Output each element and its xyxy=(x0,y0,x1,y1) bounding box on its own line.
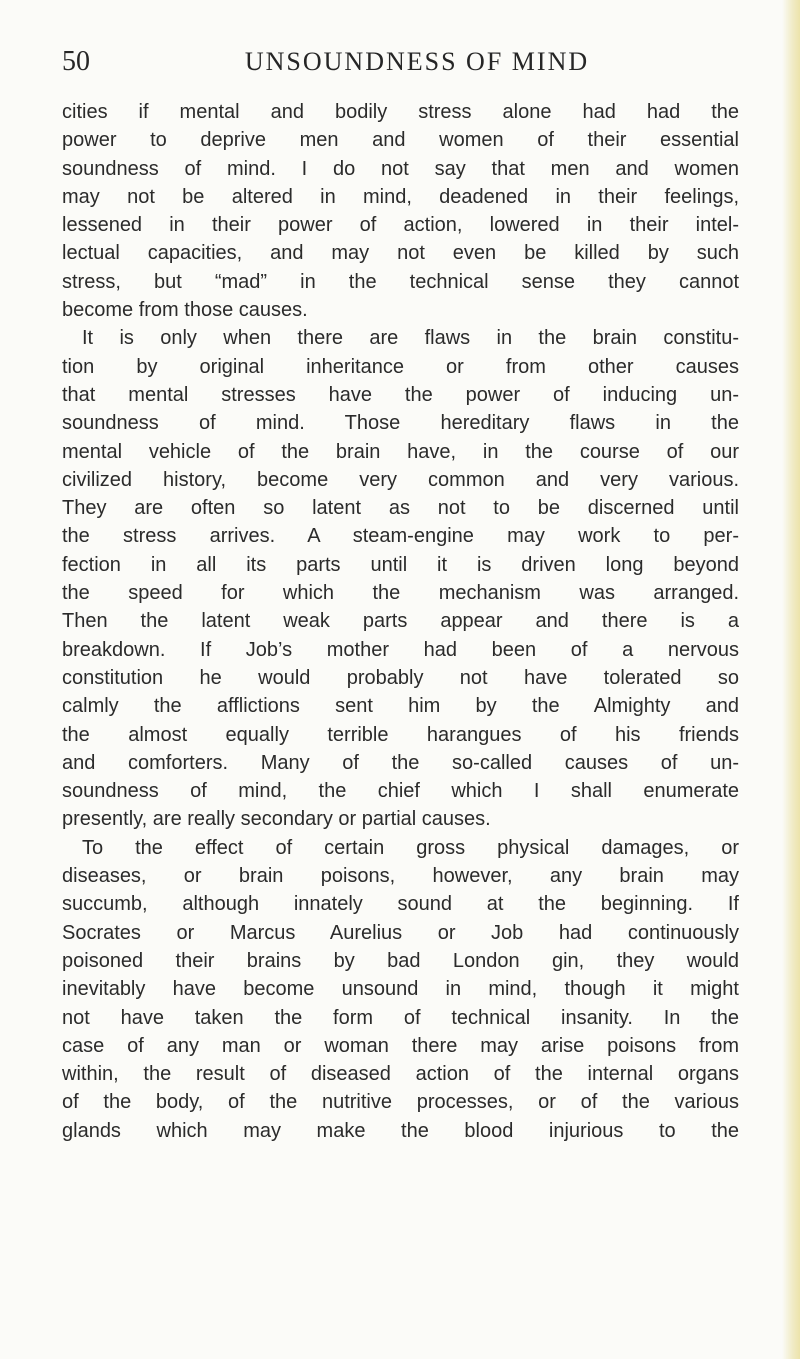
text-line: lectual capacities, and may not even be killed by such xyxy=(62,242,739,265)
text-line: and comforters. Many of the so-called causes of un- xyxy=(62,751,739,774)
text-line: stress, but “mad” in the technical sense they cannot xyxy=(62,270,739,293)
text-line: within, the result of diseased action of the internal organs xyxy=(62,1063,739,1086)
page-number: 50 xyxy=(62,46,90,77)
text-line: constitution he would probably not have tolerated so xyxy=(62,666,739,689)
text-line: the almost equally terrible harangues of his friends xyxy=(62,723,739,746)
text-line: lessened in their power of action, lowered in their intel- xyxy=(62,214,739,237)
text-line: power to deprive men and women of their essential xyxy=(62,129,739,152)
text-line: It is only when there are flaws in the brain constitu- xyxy=(82,327,739,350)
text-line: inevitably have become unsound in mind, though it might xyxy=(62,978,739,1001)
text-line: They are often so latent as not to be discerned until xyxy=(62,497,739,520)
text-line: soundness of mind, the chief which I shall enumerate xyxy=(62,780,739,803)
page-header xyxy=(62,44,752,80)
text-line: presently, are really secondary or partial causes. xyxy=(62,808,491,831)
text-line: of the body, of the nutritive processes, or of the various xyxy=(62,1091,739,1114)
text-line: soundness of mind. Those hereditary flaws in the xyxy=(62,412,739,435)
text-line: Then the latent weak parts appear and there is a xyxy=(62,610,739,633)
page-edge-shading xyxy=(782,0,800,1359)
text-line: tion by original inheritance or from other causes xyxy=(62,355,739,378)
text-line: poisoned their brains by bad London gin, they would xyxy=(62,949,739,972)
text-line: Socrates or Marcus Aurelius or Job had continuously xyxy=(62,921,739,944)
text-line: diseases, or brain poisons, however, any brain may xyxy=(62,865,739,888)
text-line: fection in all its parts until it is driven long beyond xyxy=(62,553,739,576)
text-line: To the effect of certain gross physical damages, or xyxy=(82,836,739,859)
text-line: that mental stresses have the power of inducing un- xyxy=(62,383,739,406)
text-line: become from those causes. xyxy=(62,299,308,322)
text-line: mental vehicle of the brain have, in the course of our xyxy=(62,440,739,463)
text-line: cities if mental and bodily stress alone had had the xyxy=(62,101,739,123)
text-line: succumb, although innately sound at the beginning. If xyxy=(62,893,739,916)
text-line: the stress arrives. A steam-engine may work to per- xyxy=(62,525,739,548)
body-text xyxy=(62,98,739,1145)
text-line: case of any man or woman there may arise poisons from xyxy=(62,1034,739,1057)
text-line: civilized history, become very common and very various. xyxy=(62,468,739,491)
text-line: calmly the afflictions sent him by the Almighty and xyxy=(62,695,739,718)
text-line: breakdown. If Job’s mother had been of a nervous xyxy=(62,638,739,661)
running-title: UNSOUNDNESS OF MIND xyxy=(244,47,590,76)
text-line: glands which may make the blood injurious to the xyxy=(62,1119,739,1142)
text-line: the speed for which the mechanism was arranged. xyxy=(62,582,739,605)
text-line: soundness of mind. I do not say that men and women xyxy=(62,157,739,180)
text-line: not have taken the form of technical insanity. In the xyxy=(62,1006,739,1029)
text-line: may not be altered in mind, deadened in their feelings, xyxy=(62,185,739,208)
